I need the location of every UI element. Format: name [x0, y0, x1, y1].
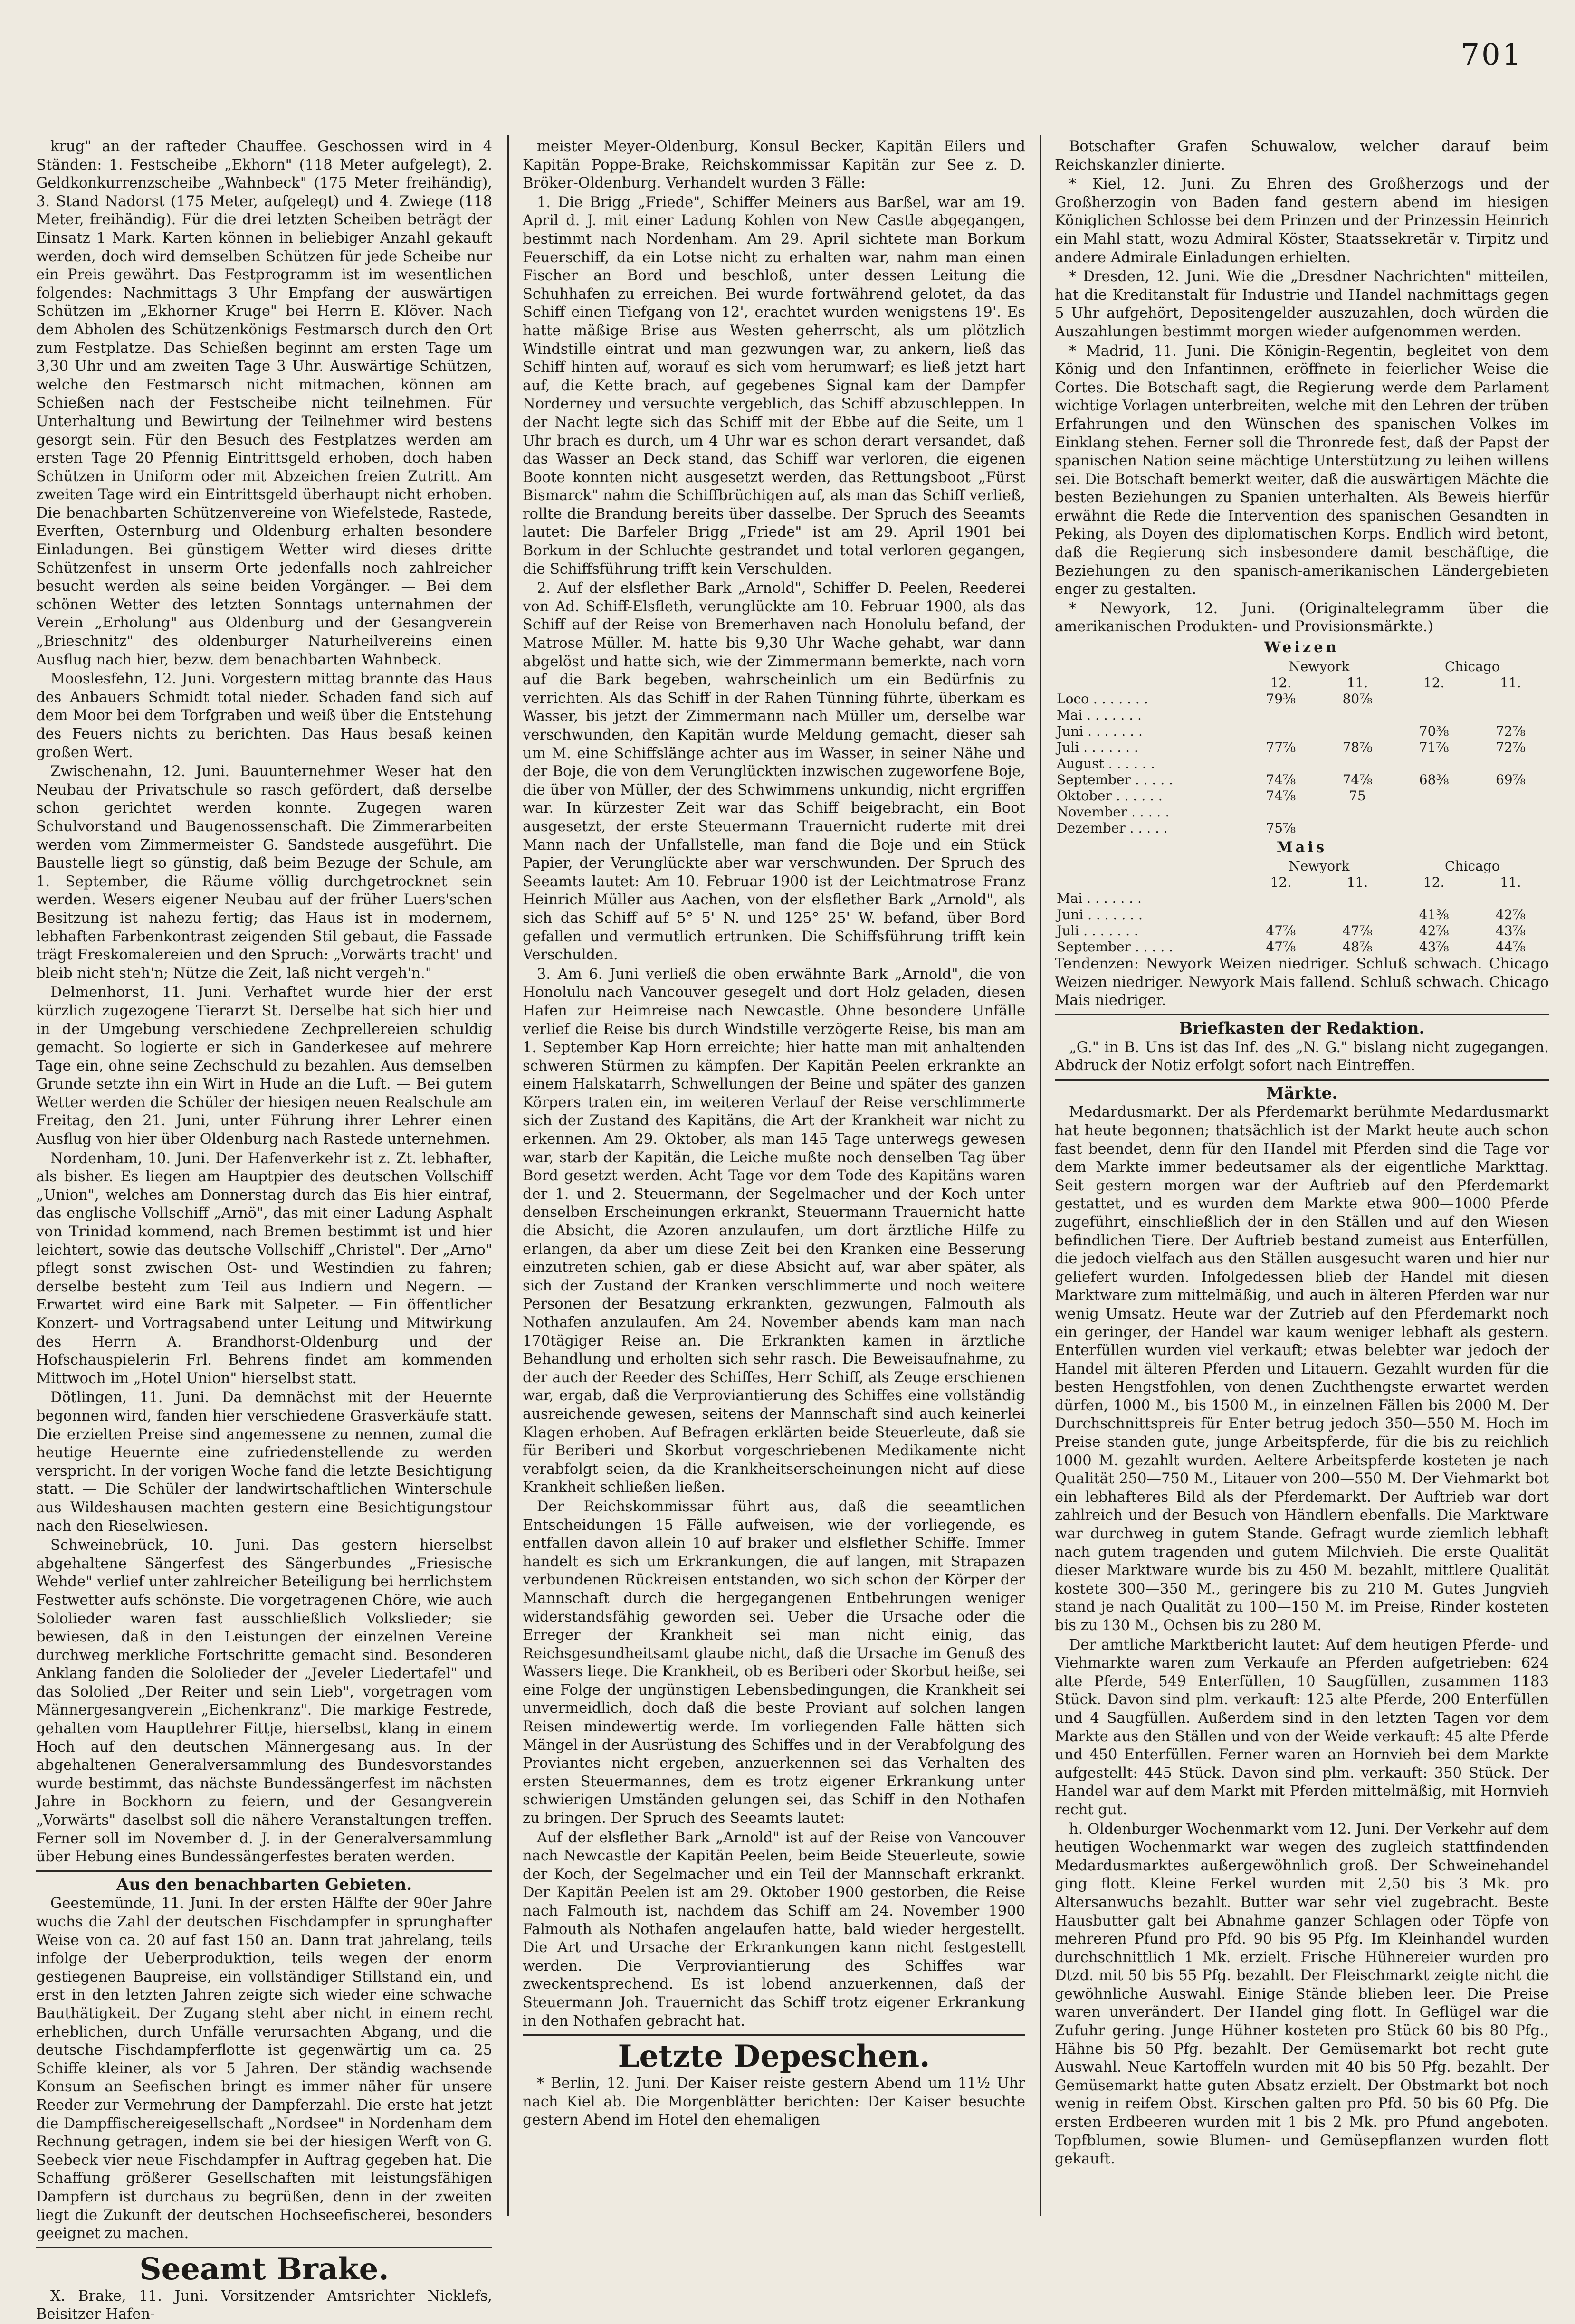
mais-heading: Mais [1276, 838, 1327, 856]
table-row [1055, 691, 1549, 707]
price-cell: 47⅞ [1342, 923, 1373, 939]
price-cell [1242, 707, 1319, 723]
price-cell: 74⅞ [1266, 771, 1296, 787]
article-paragraph: Schweinebrück, 10. Juni. Das gestern hierselbst abgehaltene Sängerfest des Sängerbundes „Friesische Wehde" verlief unter zahlreicher Beteiligung bei herrlichstem Festwetter aufs schönste. Die vorgetragenen Chöre, wie auch Sololieder waren fast ausschließlich Volkslieder; sie bewiesen, daß in den Leistungen der einzelnen Vereine durchweg merkliche Fortschritte gemacht sind. Besonderen Anklang fanden die Sololieder der „Jeveler Liedertafel" und das Sololied „Der Reiter und sein Lieb", vorgetragen vom Männergesangverein „Eichenkranz". Die markige Festrede, gehalten vom Hauptlehrer Fittje, hierselbst, klang in einem Hoch auf den deutschen Männergesang aus. In der abgehaltenen Generalversammlung des Bundesvorstandes wurde bestimmt, das nächste Bundessängerfest im nächsten Jahre in Bockhorn zu feiern, und der Gesangverein „Vorwärts" daselbst soll die nähere Veranstaltungen treffen. Ferner soll im November d. J. in der Generalversammlung über Hebung eines Bundessängerfestes beraten werden. [36, 1537, 492, 1866]
price-cell: 68⅜ [1419, 771, 1449, 787]
column-rule-1 [507, 135, 509, 2216]
price-cell [1319, 891, 1395, 907]
row-label: Loco . . . . . . . [1057, 691, 1148, 707]
price-cell: 74⅞ [1342, 771, 1373, 787]
briefkasten-title: Briefkasten der Redaktion. [1179, 1019, 1425, 1038]
price-cell: 42⅞ [1419, 923, 1449, 939]
price-cell: 71⅞ [1419, 739, 1449, 755]
city-label: Newyork [1289, 858, 1350, 874]
price-cell: 72⅞ [1496, 723, 1526, 739]
column-2 [523, 138, 1025, 2130]
row-label: September . . . . . [1057, 939, 1173, 955]
section-title: Aus den benachbarten Gebieten. [116, 1875, 412, 1894]
price-cell: 48⅞ [1342, 939, 1373, 955]
price-cell [1396, 891, 1472, 907]
price-cell: 80⅞ [1342, 691, 1373, 707]
article-paragraph: 3. Am 6. Juni verließ die oben erwähnte Bark „Arnold", die von Honolulu nach Vancouver gesegelt und dort Holz geladen, diesen Hafen zur Heimreise nach Newcastle. Ohne besondere Unfälle verlief die Reise bis durch Windstille verzögerte Reise, bis man am 1. September Kap Horn erreichte; hier hatte man mit anhaltenden schweren Stürmen zu kämpfen. Der Kapitän Peelen erkrankte an einem Halskatarrh, Schwellungen der Beine und später des ganzen Körpers traten ein, im weiteren Verlauf der Reise verschlimmerte sich der Zustand des Kapitäns, die Art der Krankheit war nicht zu erkennen. Am 29. Oktober, als man 145 Tage unterwegs gewesen war, starb der Kapitän, die Leiche mußte noch denselben Tag über Bord gesetzt werden. Acht Tage vor dem Tode des Kapitäns waren der 1. und 2. Steuermann, der Segelmacher und der Koch unter denselben Erscheinungen erkrankt, Steuermann Trauernicht hatte die Absicht, die Azoren anzulaufen, um dort ärztliche Hilfe zu erlangen, da aber um diese Zeit bei den Kranken eine Besserung einzutreten schien, gab er diese Absicht auf, war aber später, als sich der Zustand der Kranken verschlimmerte und noch weitere Personen der Besatzung erkrankten, gezwungen, Falmouth als Nothafen anzulaufen. Am 24. November abends kam man nach 170tägiger Reise an. Die Erkrankten kamen in ärztliche Behandlung und erholten sich sehr rasch. Die Beweisaufnahme, zu der auch der Reeder des Schiffes, Herr Schiff, als Zeuge erschienen war, ergab, daß die Verproviantierung des Schiffes eine vollständig ausreichende gewesen, seitens der Mannschaft sind auch keinerlei Klagen erhoben. Auf Befragen erklärten beide Steuerleute, daß sie für Beriberi und Skorbut vorgeschriebenen Medikamente nicht verabfolgt seien, da die Krankheitserscheinungen nicht auf diese Krankheit schließen ließen. [523, 966, 1025, 1496]
article-paragraph: Der amtliche Marktbericht lautet: Auf dem heutigen Pferde- und Viehmarkte waren zum Verkaufe an Pferden aufgetrieben: 624 alte Pferde, 549 Enterfüllen, 10 Saugfüllen, zusammen 1183 Stück. Davon sind plm. verkauft: 125 alte Pferde, 200 Enterfüllen und 4 Saugfüllen. Außerdem sind in den letzten Tagen vor dem Markte aus den Ställen und von der Weide verkauft: 45 alte Pferde und 450 Enterfüllen. Ferner waren an Hornvieh bei dem Markte aufgestellt: 445 Stück. Davon sind plm. verkauft: 350 Stück. Der Handel war auf dem Markt mit Pferden mittelmäßig, mit Hornvieh recht gut. [1055, 1636, 1549, 1818]
price-cell: 74⅞ [1266, 787, 1296, 804]
divider [36, 2247, 492, 2248]
article-paragraph: 1. Die Brigg „Friede", Schiffer Meiners aus Barßel, war am 19. April d. J. mit einer Ladung Kohlen von New Castle abgegangen, bestimmt nach Nordenham. Am 29. April sichtete man Borkum Feuerschiff, da ein Lotse nicht zu erhalten war, nahm man einen Fischer an Bord und beschloß, unter dessen Leitung die Schuhhafen zu erreichen. Bei wurde fortwährend gelotet, da das Schiff einen Tiefgang von 12', erachtet wurden wenigstens 19'. Es hatte mäßige Brise aus Westen geherrscht, als um plötzlich Windstille eintrat und man gezwungen war, zu ankern, ließ das Schiff hinten auf, worauf es sich vom herumwarf; es ließ jetzt hart auf, die Kette brach, auf gegebenes Signal kam der Dampfer Norderney und versuchte vergeblich, das Schiff abzuschleppen. In der Nacht legte sich das Schiff mit der Ebbe auf die Seite, um 1 Uhr brach es durch, um 4 Uhr war es schon derart versandet, daß das Wasser an Deck stand, das Schiff war verloren, die eigenen Boote konnten nicht ausgesetzt werden, das Rettungsboot „Fürst Bismarck" nahm die Schiffbrüchigen auf, als man das Schiff verließ, rollte die Brandung bereits über dasselbe. Der Spruch des Seeamts lautet: Die Barfeler Brigg „Friede" ist am 29. April 1901 bei Borkum in der Schluchte gestrandet und total verloren gegangen, die Schiffsführung trifft kein Verschulden. [523, 194, 1025, 578]
row-label: Mai . . . . . . . [1057, 891, 1142, 907]
table-header-row [1055, 659, 1549, 675]
divider [1055, 1079, 1549, 1081]
table-header-row: 12. 11. 12. 11. [1270, 674, 1521, 691]
price-cell [1242, 756, 1319, 772]
row-label: Juli . . . . . . . [1057, 923, 1138, 939]
column-3 [1055, 138, 1549, 2169]
row-label: Juni . . . . . . . [1057, 907, 1143, 923]
divider [36, 1870, 492, 1872]
article-paragraph: meister Meyer-Oldenburg, Konsul Becker, Kapitän Eilers und Kapitän Poppe-Brake, Reichskommissar Kapitän zur See z. D. Bröker-Oldenburg. Verhandelt wurden 3 Fälle: [523, 138, 1025, 192]
article-paragraph: h. Oldenburger Wochenmarkt vom 12. Juni. Der Verkehr auf dem heutigen Wochenmarkt war wegen des zugleich stattfindenden Medardusmarktes außergewöhnlich groß. Der Schweinehandel ging flott. Kleine Ferkel wurden mit 2,50 bis 3 Mk. pro Altersanwuchs bezahlt. Butter war sehr viel zugebracht. Beste Hausbutter galt bei Abnahme ganzer Schlagen oder Töpfe von mehreren Pfund pro Pfd. 90 bis 95 Pfg. Im Kleinhandel wurden durchschnittlich 1 Mk. erzielt. Frische Hühnereier wurden pro Dtzd. mit 50 bis 55 Pfg. bezahlt. Der Fleischmarkt zeigte nicht die gewöhnliche Auswahl. Einige Stände blieben leer. Die Preise waren unverändert. Der Handel ging flott. In Geflügel war die Zufuhr gering. Junge Hühner kosteten pro Stück 60 bis 80 Pfg., Hähne bis 50 Pfg. bezahlt. Der Gemüsemarkt bot recht gute Auswahl. Neue Kartoffeln wurden mit 40 bis 50 Pfg. bezahlt. Der Gemüsemarkt hatte guten Absatz erzielt. Der Obstmarkt bot noch wenig in reifem Obst. Kirschen galten pro Pfd. 50 bis 60 Pfg. Die ersten Erdbeeren wurden mit 1 bis 2 Mk. pro Pfund angeboten. Topfblumen, sowie Blumen- und Gemüsepflanzen wurden flott gekauft. [1055, 1821, 1549, 2168]
row-label: November . . . . . [1057, 804, 1170, 820]
column-1 [36, 138, 492, 2324]
article-paragraph: Zwischenahn, 12. Juni. Bauunternehmer Weser hat den Neubau der Privatschule so rasch gefördert, daß derselbe schon gerichtet werden konnte. Zugegen waren Schulvorstand und Baugenossenschaft. Die Zimmerarbeiten werden vom Zimmermeister G. Sandstede ausgeführt. Die Baustelle liegt so günstig, daß beim Bezuge der Schule, am 1. September, die Räume völlig durchgetrocknet sein werden. Wesers eigener Neubau auf der früher Luers'schen Besitzung ist nahezu fertig; das Haus ist in modernem, lebhaften Farbenkontrast zeigenden Stil gebaut, die Fassade trägt Freskomalereien und den Spruch: „Vorwärts tracht' und bleib nicht steh'n; Nütze die Zeit, laß nicht vergeh'n." [36, 763, 492, 982]
price-cell [1472, 691, 1549, 707]
city-label: Newyork [1289, 658, 1350, 674]
city-label: Chicago [1445, 858, 1500, 874]
price-cell [1242, 891, 1319, 907]
price-cell [1242, 804, 1319, 820]
article-paragraph: Auf der elsflether Bark „Arnold" ist auf der Reise von Vancouver nach Newcastle der Kapitän Peelen, beim Beide Steuerleute, sowie der Koch, der Segelmacher und ein Teil der Mannschaft erkrankt. Der Kapitän Peelen ist am 29. Oktober 1900 gestorben, die Reise nach Falmouth ist, nachdem das Schiff am 24. November 1900 Falmouth als Nothafen angelaufen hatte, bald wieder hergestellt. Die Art und Ursache der Erkrankungen kann nicht festgestellt werden. Die Verproviantierung des Schiffes war zweckentsprechend. Es ist lobend anzuerkennen, daß der Steuermann Joh. Trauernicht das Schiff trotz eigener Erkrankung in den Nothafen gebracht hat. [523, 1829, 1025, 2030]
row-label: Oktober . . . . . . [1057, 787, 1163, 804]
price-cell: 43⅞ [1419, 939, 1449, 955]
table-row [1055, 723, 1549, 740]
table-row [1055, 907, 1549, 923]
price-cell: 43⅞ [1496, 923, 1526, 939]
price-cell [1472, 891, 1549, 907]
table-row [1055, 772, 1549, 788]
price-cell [1396, 804, 1472, 820]
article-paragraph: Geestemünde, 11. Juni. In der ersten Hälfte der 90er Jahre wuchs die Zahl der deutschen Fischdampfer in sprunghafter Weise von ca. 20 auf fast 150 an. Dann trat jahrelang, teils infolge der Ueberproduktion, teils wegen der enorm gestiegenen Baupreise, ein vollständiger Stillstand ein, und erst in den letzten Jahren zeigte sich wieder eine schwache Bauthätigkeit. Der Zugang steht aber nicht in einem recht erheblichen, durch Unfälle verursachten Abgang, und die deutsche Fischdampferflotte ist gegenwärtig um ca. 25 Schiffe kleiner, als vor 5 Jahren. Der ständig wachsende Konsum an Seefischen bringt es immer näher für unsere Reeder zur Vermehrung der Dampferzahl. Die erste hat jetzt die Dampffischereigesellschaft „Nordsee" in Nordenham dem Rechnung getragen, indem sie bei der hiesigen Werft von G. Seebeck vier neue Fischdampfer in Auftrag gegeben hat. Die Schaffung größerer Gesellschaften mit leistungsfähigen Dampfern ist durchaus zu begrüßen, denn in der zweiten liegt die Zukunft der deutschen Hochseefischerei, besonders geeignet zu machen. [36, 1895, 492, 2242]
article-paragraph: Delmenhorst, 11. Juni. Verhaftet wurde hier der erst kürzlich zugezogene Tierarzt St. Derselbe hat sich hier und in der Umgebung verschiedene Zechprellereien schuldig gemacht. So logierte er sich in Ganderkesee auf mehrere Tage ein, ohne seine Zechschuld zu bezahlen. Aus demselben Grunde setzte ihn ein Wirt in Hude an die Luft. — Bei gutem Wetter werden die Schüler der hiesigen neuen Realschule am Freitag, den 21. Juni, unter Führung ihrer Lehrer einen Ausflug von hier über Oldenburg nach Rastede unternehmen. [36, 984, 492, 1148]
price-cell [1319, 804, 1395, 820]
column-rule-2 [1040, 135, 1041, 2216]
table-row [1055, 923, 1549, 939]
price-cell [1319, 756, 1395, 772]
price-cell: 79⅜ [1266, 691, 1296, 707]
page-number: 701 [1460, 37, 1523, 72]
price-cell [1472, 788, 1549, 804]
table-row [1055, 804, 1549, 820]
table-header-row: 12. 11. 12. 11. [1270, 874, 1521, 891]
price-cell [1319, 907, 1395, 923]
article-paragraph: * Newyork, 12. Juni. (Originaltelegramm über die amerikanischen Produkten- und Provisionsmärkte.) [1055, 600, 1549, 636]
divider [523, 2034, 1025, 2036]
table-header-row [1055, 858, 1549, 874]
price-cell [1319, 723, 1395, 740]
article-paragraph: Mooslesfehn, 12. Juni. Vorgestern mittag brannte das Haus des Anbauers Schmidt total nieder. Schaden fand sich auf dem Moor bei dem Torfgraben und weiß über die Entstehung des Feuers nichts zu berichten. Das Haus besaß keinen großen Wert. [36, 671, 492, 761]
price-cell [1396, 788, 1472, 804]
price-cell: 72⅞ [1496, 739, 1526, 755]
row-label: Juni . . . . . . . [1057, 723, 1143, 739]
row-label: Juli . . . . . . . [1057, 739, 1138, 755]
price-cell: 78⅞ [1342, 739, 1373, 755]
city-label: Chicago [1445, 658, 1500, 674]
price-cell: 75 [1349, 787, 1366, 804]
price-cell: 47⅞ [1266, 939, 1296, 955]
article-paragraph: Der Reichskommissar führt aus, daß die seeamtlichen Entscheidungen 15 Fälle aufweisen, wie der vorliegende, es entfallen davon allein 10 auf braker und elsflether Schiffe. Immer handelt es sich um Erkrankungen, die auf langen, mit Strapazen verbundenen Rückreisen entstanden, wo sich schon der Körper der Mannschaft durch die hergegangenen Entbehrungen weniger widerstandsfähig geworden sei. Ueber die Ursache oder die Erreger der Krankheit sei man nicht einig, das Reichsgesundheitsamt glaube nicht, daß die Ursache im Genuß des Wassers liege. Die Krankheit, ob es Beriberi oder Skorbut heiße, sei eine Folge der ungünstigen Lebensbedingungen, die Krankheit sei unvermeidlich, doch daß die beste Proviant auf solchen langen Reisen mindewertig werde. Im vorliegenden Falle hätten sich Mängel in der Ausrüstung des Schiffes und in der Verabfolgung des Proviantes nicht ergeben, anzuerkennen sei das Verhalten des ersten Steuermannes, dem es trotz eigener Erkrankung unter schwierigen Umständen gelungen sei, das Schiff in den Nothafen zu bringen. Der Spruch des Seeamts lautet: [523, 1498, 1025, 1827]
price-cell: 70⅜ [1419, 723, 1449, 739]
row-label: September . . . . . [1057, 771, 1173, 787]
price-cell: 42⅞ [1496, 907, 1526, 923]
price-cell: 44⅞ [1496, 939, 1526, 955]
article-paragraph: * Dresden, 12. Juni. Wie die „Dresdner Nachrichten" mitteilen, hat die Kreditanstalt für Industrie und Handel nachmittags gegen 5 Uhr aufgehört, Depositengelder auszuzahlen, doch würden die Auszahlungen bestimmt morgen wieder aufgenommen werden. [1055, 268, 1549, 340]
table-row [1055, 820, 1549, 836]
price-cell [1396, 820, 1472, 836]
price-cell [1472, 820, 1549, 836]
table-row [1055, 707, 1549, 723]
depeschen-title: Letzte Depeschen. [618, 2039, 930, 2075]
price-cell: 69⅞ [1496, 771, 1526, 787]
article-paragraph: 2. Auf der elsflether Bark „Arnold", Schiffer D. Peelen, Reederei von Ad. Schiff-Elsfleth, verunglückte am 10. Februar 1900, als das Schiff auf der Reise von Bremerhaven nach Honolulu befand, der Matrose Müller. M. hatte bis 9,30 Uhr Wache gehabt, war dann abgelöst und hatte sich, wie der Zimmermann bemerkte, nach vorn auf die Bark begeben, wahrscheinlich um ein Bedürfnis zu verrichten. Als das Schiff in der Rahen Tünning führte, überkam es Wasser, bis jetzt der Zimmermann nach Müller um, derselbe war verschwunden, den Kapitän wurde Meldung gemacht, dieser sah um M. eine Schiffslänge achter aus im Wasser, in seiner Nähe und der Boje, die von dem Verunglückten inzwischen zugeworfene Boje, die über von Müller, der des Schwimmens unkundig, nicht ergriffen war. In kürzester Zeit war das Schiff beigebracht, ein Boot ausgesetzt, der erste Steuermann Trauernicht ruderte mit drei Mann nach der Unfallstelle, man fand die Boje und ein Stück Papier, der Verunglückte aber war verschwunden. Der Spruch des Seeamts lautet: Am 10. Februar 1900 ist der Leichtmatrose Franz Heinrich Müller aus Aachen, von der elsflether Bark „Arnold", als sich das Schiff auf 5° 5' N. und 125° 25' W. befand, über Bord gefallen und vermutlich ertrunken. Die Schiffsführung trifft kein Verschulden. [523, 580, 1025, 964]
seeamt-title: Seeamt Brake. [139, 2251, 389, 2287]
price-cell [1472, 756, 1549, 772]
price-cell [1472, 707, 1549, 723]
table-row [1055, 740, 1549, 756]
table-row [1055, 939, 1549, 955]
article-paragraph: Botschafter Grafen Schuwalow, welcher darauf beim Reichskanzler dinierte. [1055, 138, 1549, 173]
price-cell [1472, 804, 1549, 820]
price-cell [1242, 723, 1319, 740]
article-paragraph: Dötlingen, 11. Juni. Da demnächst mit der Heuernte begonnen wird, fanden hier verschiedene Grasverkäufe statt. Die erzielten Preise sind angemessene zu nennen, zumal die heutige Heuernte eine zufriedenstellende zu werden verspricht. In der vorigen Woche fand die letzte Besichtigung statt. — Die Schüler der landwirtschaftlichen Winterschule aus Wildeshausen machten gestern eine Besichtigungstour nach den Rieselwiesen. [36, 1389, 492, 1535]
article-paragraph: * Berlin, 12. Juni. Der Kaiser reiste gestern Abend um 11½ Uhr nach Kiel ab. Die Morgenblätter berichten: Der Kaiser besuchte gestern Abend im Hotel den ehemaligen [523, 2075, 1025, 2129]
article-paragraph: Nordenham, 10. Juni. Der Hafenverkehr ist z. Zt. lebhafter, als bisher. Es liegen am Hauptpier des deutschen Vollschiff „Union", welches am Donnerstag durch das Eis hier eintraf, das englische Vollschiff „Arnö", das mit einer Ladung Asphalt von Trinidad kommend, nach Bremen bestimmt ist und hier leichtert, sowie das deutsche Vollschiff „Christel". Der „Arno" pflegt sonst zwischen Ost- und Westindien zu fahren; derselbe besteht zum Teil aus Indiern und Negern. — Erwartet wird eine Bark mit Salpeter. — Ein öffentlicher Konzert- und Vortragsabend unter Leitung und Mitwirkung des Herrn A. Brandhorst-Oldenburg und der Hofschauspielerin Frl. Behrens findet am kommenden Mittwoch im „Hotel Union" hierselbst statt. [36, 1150, 492, 1387]
article-paragraph: * Madrid, 11. Juni. Die Königin-Regentin, begleitet von dem König und den Infantinnen, eröffnete in feierlicher Weise die Cortes. Die Botschaft sagt, die Regierung werde dem Parlament wichtige Vorlagen unterbreiten, welche mit den Lehren der trüben Erfahrungen und den Wünschen des spanischen Volkes im Einklang stehen. Ferner soll die Thronrede fest, daß der Papst der spanischen Nation seine mächtige Unterstützung zu leihen willens sei. Die Botschaft bemerkt weiter, daß die auswärtigen Mächte die besten Beziehungen zu Spanien unterhalten. Als Beweis hierfür erwähnt die Rede die Intervention des spanischen Gesandten in Peking, als Doyen des diplomatischen Korps. Endlich wird betont, daß die Regierung sich insbesondere damit beschäftige, die Beziehungen zu den spanisch-amerikanischen Ländergebieten enger zu gestalten. [1055, 342, 1549, 598]
price-cell: 75⅞ [1266, 820, 1296, 836]
table-row [1055, 788, 1549, 804]
tendenz-text: Tendenzen: Newyork Weizen niedriger. Schluß schwach. Chicago Weizen niedriger. Newyork Mais fallend. Schluß schwach. Chicago Mais niedriger. [1055, 956, 1549, 1009]
article-paragraph: krug" an der rafteder Chauffee. Geschossen wird in 4 Ständen: 1. Festscheibe „Ekhorn" (118 Meter aufgelegt), 2. Geldkonkurrenzscheibe „Wahnbeck" (175 Meter freihändig), 3. Stand Nadorst (175 Meter, aufgelegt) und 4. Zwiege (118 Meter, freihändig). Für die drei letzten Scheiben beträgt der Einsatz 1 Mark. Karten können in beliebiger Anzahl gekauft werden, doch wird demselben Schützen für jede Scheibe nur ein Preis gewährt. Das Festprogramm ist im wesentlichen folgendes: Nachmittags 3 Uhr Empfang der auswärtigen Schützen im „Ekhorner Kruge" bei Herrn E. Klöver. Nach dem Abholen des Schützenkönigs Festmarsch durch den Ort zum Festplatze. Das Schießen beginnt am ersten Tage um 3,30 Uhr und am zweiten Tage 3 Uhr. Auswärtige Schützen, welche den Festmarsch nicht mitmachen, können am Schießen nach der Festscheibe nicht teilnehmen. Für Unterhaltung und Bewirtung der Teilnehmer wird bestens gesorgt sein. Für den Besuch des Festplatzes werden am ersten Tage 20 Pfennig Eintrittsgeld erhoben, doch haben Schützen in Uniform oder mit Abzeichen freien Zutritt. Am zweiten Tage wird ein Eintrittsgeld überhaupt nicht erhoben. Die benachbarten Schützenvereine von Wiefelstede, Rastede, Everften, Osternburg und Oldenburg erhalten besondere Einladungen. Bei günstigem Wetter wird dieses dritte Schützenfest in unserm Orte jedenfalls noch zahlreicher besucht werden als seine beiden Vorgänger. — Bei dem schönen Wetter des letzten Sonntags unternahmen der Verein „Erholung" aus Oldenburg und der Gesangverein „Brieschnitz" des oldenburger Naturheilvereins einen Ausflug nach hier, bezw. dem benachbarten Wahnbeck. [36, 138, 492, 668]
weizen-heading: Weizen [1264, 639, 1339, 656]
row-label: August . . . . . . [1057, 755, 1155, 771]
row-label: Dezember . . . . . [1057, 820, 1168, 836]
price-cell [1319, 707, 1395, 723]
article-paragraph: Medardusmarkt. Der als Pferdemarkt berühmte Medardusmarkt hat heute begonnen; thatsächlich ist der Markt heute auch schon fast beendet, denn für den Handel mit Pferden sind die Tage vor dem Markte immer bedeutsamer als der eigentliche Markttag. Seit gestern morgen war der Auftrieb auf den Pferdemarkt gestattet, und es wurden dem Markte etwa 900—1000 Pferde zugeführt, einschließlich der in den Ställen und auf den Wiesen befindlichen Tiere. Der Auftrieb bestand zumeist aus Enterfüllen, die jedoch vielfach aus den Ställen ausgesucht waren und hier nur geliefert wurden. Infolgedessen blieb der Handel mit diesen Marktware zum mittelmäßig, und auch in älteren Pferden war nur wenig Umsatz. Heute war der Zutrieb auf den Pferdemarkt noch ein geringer, der Handel war kaum weniger lebhaft als gestern. Enterfüllen wurden viel verkauft; etwas belebter war jedoch der Handel mit älteren Pferden und Litauern. Gezahlt wurden für die besten Hengstfohlen, von denen Zuchthengste erwartet werden dürfen, 1000 M., bis 1500 M., in einzelnen Fällen bis 2000 M. Der Durchschnittspreis für Enter betrug jedoch 350—550 M. Hoch im Preise standen gute, junge Arbeitspferde, für die bis zu reichlich 1000 M. gezahlt wurden. Aeltere Arbeitspferde kosteten je nach Qualität 250—750 M., Litauer von 200—550 M. Der Viehmarkt bot ein lebhafteres Bild als der Pferdemarkt. Der Auftrieb war dort zahlreich und der Besuch von Händlern ebenfalls. Die Marktware war durchweg in gutem Stande. Gefragt wurde ziemlich lebhaft nach gutem tragenden und gutem Milchvieh. Die erste Qualität dieser Marktware wurde bis zu 450 M. bezahlt, mittlere Qualität kostete 300—350 M., geringere bis zu 210 M. Gutes Jungvieh stand je nach Qualität zu 100—150 M. im Preise, Rinder kosteten bis zu 130 M., Ochsen bis zu 280 M. [1055, 1104, 1549, 1634]
article-paragraph: „G." in B. Uns ist das Inf. des „N. G." bislang nicht zugegangen. Abdruck der Notiz erfolgt sofort nach Eintreffen. [1055, 1039, 1549, 1074]
divider [1055, 1014, 1549, 1015]
article-paragraph: * Kiel, 12. Juni. Zu Ehren des Großherzogs und der Großherzogin von Baden fand gestern abend im hiesigen Königlichen Schlosse bei dem Prinzen und der Prinzessin Heinrich ein Mahl statt, wozu Admiral Köster, Staatssekretär v. Tirpitz und andere Admirale Einladungen erhielten. [1055, 176, 1549, 266]
article-paragraph: X. Brake, 11. Juni. Vorsitzender Amtsrichter Nicklefs, Beisitzer Hafen- [36, 2287, 492, 2323]
price-cell: 47⅞ [1266, 923, 1296, 939]
table-row [1055, 756, 1549, 772]
price-cell: 77⅞ [1266, 739, 1296, 755]
weizen-table [1055, 659, 1549, 836]
price-cell [1319, 820, 1395, 836]
price-cell [1396, 691, 1472, 707]
price-cell [1396, 707, 1472, 723]
price-cell [1396, 756, 1472, 772]
table-row [1055, 891, 1549, 907]
price-cell: 41⅜ [1419, 907, 1449, 923]
mais-table [1055, 858, 1549, 955]
row-label: Mai . . . . . . . [1057, 707, 1142, 723]
price-cell [1242, 907, 1319, 923]
maerkte-title: Märkte. [1266, 1083, 1338, 1103]
